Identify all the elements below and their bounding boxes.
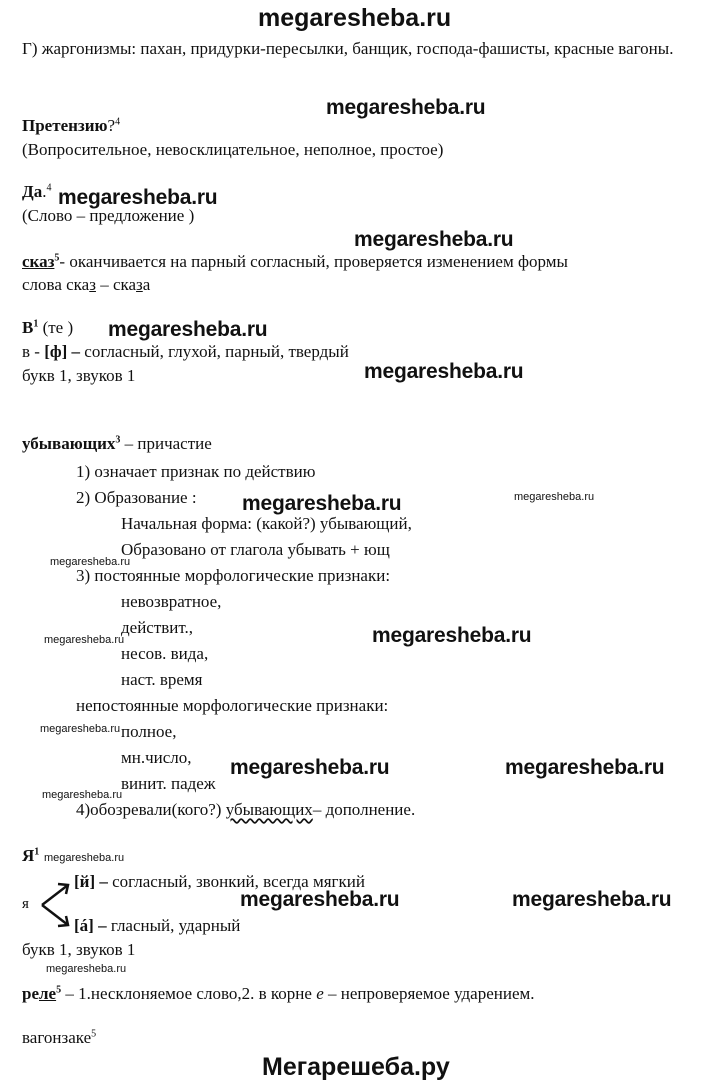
ubyv-item: Начальная форма: (какой?) убывающий, <box>121 514 412 533</box>
ubyv-item: Образовано от глагола убывать + ющ <box>121 540 390 559</box>
da-sup: 4 <box>46 182 52 194</box>
vagon-sup: 5 <box>91 1028 97 1040</box>
v-sup: 1 <box>33 318 39 330</box>
watermark: megaresheba.ru <box>372 624 532 647</box>
ubyv-pos: – причастие <box>120 434 212 453</box>
pretenziyu-sup: 4 <box>115 116 121 128</box>
skaz-sup: 5 <box>54 252 60 264</box>
ya-letter: Я <box>22 846 35 865</box>
watermark: megaresheba.ru <box>326 96 486 119</box>
da-description: (Слово – предложение ) <box>22 206 195 225</box>
pretenziyu-description: (Вопросительное, невосклицательное, неполное, простое) <box>22 140 444 159</box>
watermark-small: megaresheba.ru <box>514 491 595 503</box>
watermark-small: megaresheba.ru <box>40 723 121 735</box>
pretenziyu-punct: ? <box>107 116 116 135</box>
watermark: megaresheba.ru <box>58 186 218 209</box>
page-header-site: megaresheba.ru <box>258 4 452 32</box>
da-word: Да <box>22 182 43 201</box>
watermark: megaresheba.ru <box>364 360 524 383</box>
ubyv-item: 2) Образование : <box>76 488 197 507</box>
watermark: megaresheba.ru <box>240 888 400 911</box>
vagon-line <box>22 1028 96 1048</box>
ubyv-item: полное, <box>121 722 177 741</box>
ya-branch-arrows <box>38 880 72 930</box>
ubyv-word: убывающих <box>22 434 116 453</box>
pretenziyu-word: Претензию <box>22 116 108 135</box>
ubyv-item: мн.число, <box>121 748 192 767</box>
ubyv-item: наст. время <box>121 670 203 689</box>
v-letter: В <box>22 318 34 337</box>
ubyv-item: 1) означает признак по действию <box>76 462 316 481</box>
skaz-text: - оканчивается на парный согласный, проверяется изменением формы <box>59 252 568 271</box>
rele-sup: 5 <box>56 984 62 996</box>
v-phonetics: в - [ф] – согласный, глухой, парный, твердый <box>22 342 349 361</box>
rele-line: реле$^5$ – 1.несклоняемое слово,2. в корне е – непроверяемое ударением. <box>22 984 535 1003</box>
watermark: megaresheba.ru <box>512 888 672 911</box>
watermark: megaresheba.ru <box>505 756 665 779</box>
watermark: megaresheba.ru <box>242 492 402 515</box>
ubyv-item: непостоянные морфологические признаки: <box>76 696 389 715</box>
rele-word-u: ле <box>39 984 57 1003</box>
rele-word-a: ре <box>22 984 39 1003</box>
watermark-small: megaresheba.ru <box>44 634 125 646</box>
ya-line-1: [й] – согласный, звонкий, всегда мягкий <box>74 872 365 891</box>
watermark-small: megaresheba.ru <box>44 852 125 864</box>
ubyv-item: винит. падеж <box>121 774 216 793</box>
skaz-line-2: слова сказ – сказа <box>22 275 151 294</box>
watermark-small: megaresheba.ru <box>42 789 123 801</box>
ya-line-2: [á] – гласный, ударный <box>74 916 241 935</box>
da-heading <box>22 182 51 202</box>
ya-counts: букв 1, звуков 1 <box>22 940 136 959</box>
v-context: (те ) <box>38 318 74 337</box>
watermark-small: megaresheba.ru <box>46 963 127 975</box>
skaz-word: сказ <box>22 252 55 271</box>
page-footer-site: Мегарешеба.ру <box>262 1053 450 1081</box>
ubyv-item: 3) постоянные морфологические признаки: <box>76 566 391 585</box>
vagon-word: вагонзаке <box>22 1028 92 1047</box>
ubyv-heading <box>22 434 212 454</box>
watermark: megaresheba.ru <box>230 756 390 779</box>
ubyv-item: действит., <box>121 618 194 637</box>
ubyv-sup: 3 <box>115 434 121 446</box>
ubyv-item: невозвратное, <box>121 592 222 611</box>
watermark: megaresheba.ru <box>354 228 514 251</box>
ubyv-item-4: 4)обозревали(кого?) убывающих– дополнение. <box>76 800 416 819</box>
ya-sup: 1 <box>34 846 40 858</box>
jargon-paragraph: Г) жаргонизмы: пахан, придурки-пересылки, банщик, господа-фашисты, красные вагоны. <box>22 39 674 58</box>
ubyv-item: несов. вида, <box>121 644 209 663</box>
ya-small-letter: я <box>22 896 29 912</box>
skaz-line <box>22 252 568 272</box>
pretenziyu-heading <box>22 116 120 136</box>
watermark: megaresheba.ru <box>108 318 268 341</box>
ya-heading <box>22 846 39 866</box>
v-counts: букв 1, звуков 1 <box>22 366 136 385</box>
watermark-small: megaresheba.ru <box>50 556 131 568</box>
da-punct: . <box>42 182 47 201</box>
v-heading <box>22 318 73 338</box>
